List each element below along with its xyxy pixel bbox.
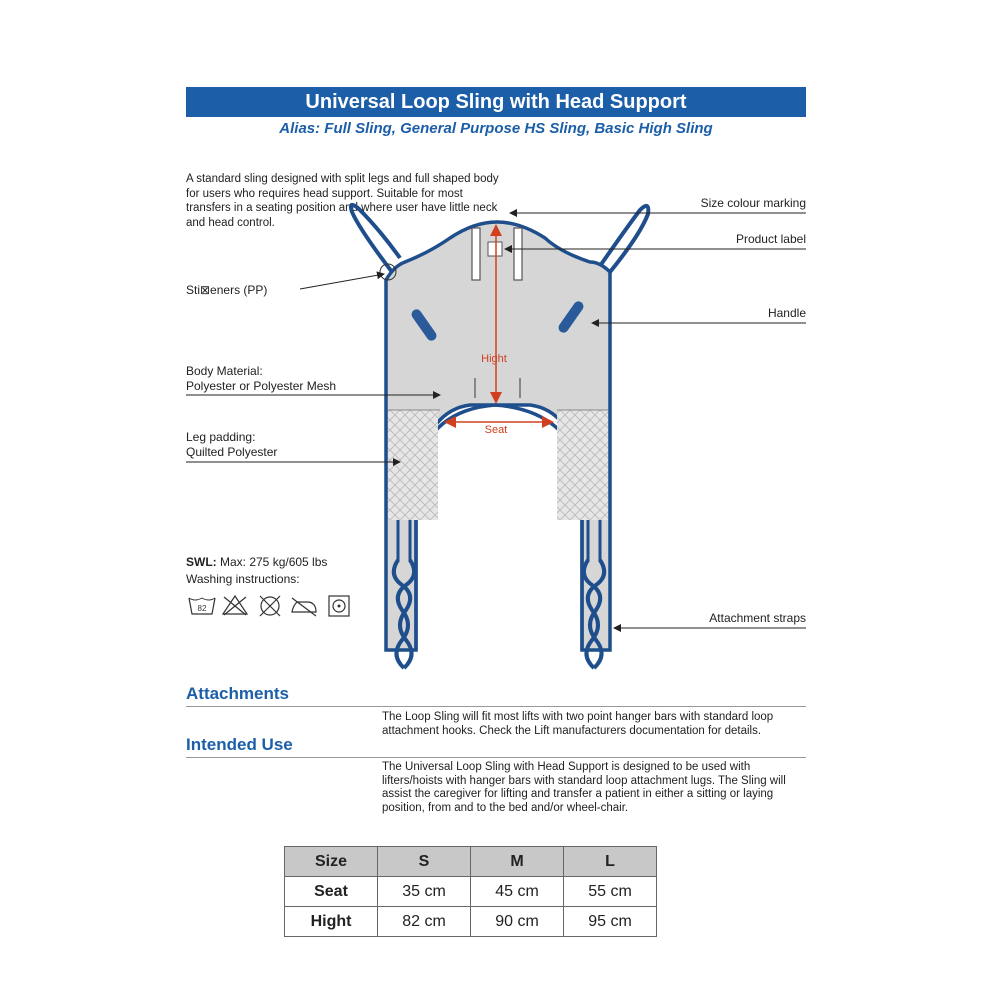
- hight-s: 82 cm: [378, 907, 471, 937]
- callout-product-label: Product label: [735, 232, 806, 246]
- seat-label: Seat: [484, 424, 508, 436]
- swl-label: SWL:: [186, 555, 217, 569]
- callout-attachment-straps: Attachment straps: [709, 611, 806, 625]
- wash-82-icon: [189, 598, 215, 614]
- swl-value: Max: 275 kg/605 lbs: [220, 555, 328, 569]
- table-row: [285, 907, 657, 937]
- callout-size-colour-marking: Size colour marking: [700, 196, 806, 210]
- no-bleach-icon: [223, 596, 247, 615]
- callout-handle: Handle: [767, 306, 806, 320]
- page-title: Universal Loop Sling with Head Support: [305, 91, 687, 113]
- intended-use-title: Intended Use: [186, 735, 293, 754]
- leg-split: [440, 408, 557, 650]
- size-l-header: L: [564, 847, 657, 877]
- seat-row-label: Seat: [285, 877, 378, 907]
- no-tumble-dry-icon: [260, 596, 280, 616]
- wash-temp: 82: [197, 604, 207, 613]
- callout-stiffeners: Sti⊠eners (PP): [186, 283, 268, 297]
- hight-l: 95 cm: [564, 907, 657, 937]
- dry-clean-icon: [329, 596, 349, 616]
- seat-m: 45 cm: [471, 877, 564, 907]
- stiffener-slot-right: [514, 228, 522, 280]
- alias-subtitle: Alias: Full Sling, General Purpose HS Sling, Basic High Sling: [279, 120, 713, 137]
- washing-icons: [186, 592, 356, 620]
- description: A standard sling designed with split legs and full shaped body for users who requires head support. Suitable for most transfers in a seating position and where user have little neck and head control.: [186, 173, 499, 229]
- right-head-loop: [600, 206, 648, 272]
- attachments-text: The Loop Sling will fit most lifts with two point hanger bars with standard loop attachment hooks. Check the Lift manufacturers documentation for details.: [382, 711, 774, 737]
- seat-l: 55 cm: [564, 877, 657, 907]
- body-material-value: Polyester or Polyester Mesh: [186, 378, 337, 393]
- leg-padding-left: [388, 410, 438, 520]
- seat-s: 35 cm: [378, 877, 471, 907]
- swl-info: [186, 555, 327, 569]
- size-table: [284, 846, 657, 937]
- product-label-tag: [488, 242, 502, 256]
- size-table-header: [285, 847, 657, 877]
- attachments-rule: [186, 706, 806, 707]
- leg-padding-label: Leg padding:: [186, 430, 256, 444]
- size-m-header: M: [471, 847, 564, 877]
- washing-label: Washing instructions:: [186, 572, 300, 586]
- leg-padding-value: Quilted Polyester: [186, 444, 278, 459]
- leg-padding-right: [557, 410, 608, 520]
- size-s-header: S: [378, 847, 471, 877]
- body-material-label: Body Material:: [186, 364, 263, 378]
- size-header: Size: [285, 847, 378, 877]
- intended-use-rule: [186, 757, 806, 758]
- table-row: [285, 877, 657, 907]
- intended-use-text: The Universal Loop Sling with Head Support is designed to be used with lifters/hoists with hanger bars with standard loop attachment lugs. The Sling will assist the caregiver for lifting and transfer a patient in either a sitting or laying position, from and to the bed and/or wheel-chair.: [382, 761, 786, 814]
- iron-icon: [292, 598, 316, 616]
- left-head-loop: [351, 205, 400, 272]
- hight-row-label: Hight: [285, 907, 378, 937]
- attachments-title: Attachments: [186, 684, 289, 703]
- stiffener-slot-left: [472, 228, 480, 280]
- hight-m: 90 cm: [471, 907, 564, 937]
- hight-label: Hight: [481, 353, 507, 365]
